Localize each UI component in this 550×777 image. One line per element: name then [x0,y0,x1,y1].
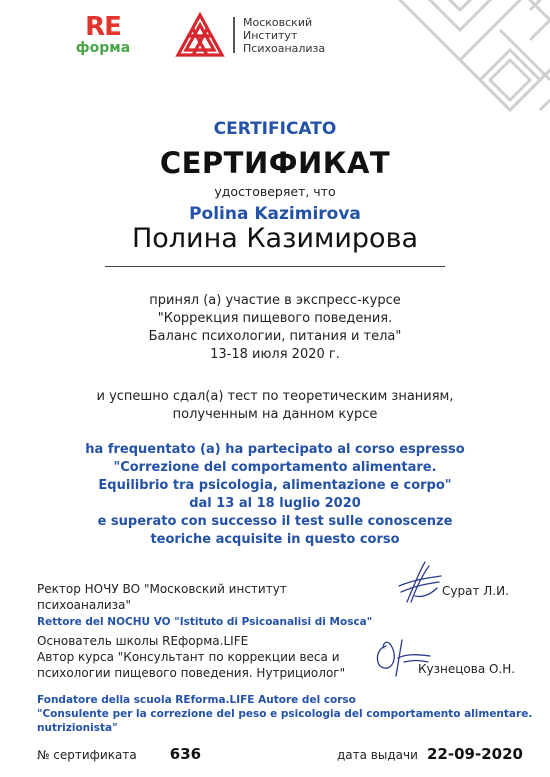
certificate-number [37,744,201,763]
certificate-number-label: № сертификата [37,748,137,762]
issue-date [337,744,523,763]
course-it-line: e superato con successo il test sulle conoscenze [97,514,453,529]
course-it-line: "Correzione del comportamento alimentare. [113,460,437,475]
reforma-logo-mark: RE [85,12,121,42]
founder-it-line: Fondatore della scuola REforma.LIFE Autore del corso [37,694,356,706]
course-ru-line: "Коррекция пищевого поведения. [157,311,393,326]
institute-logo-divider [233,17,235,53]
course-it-line: dal 13 al 18 luglio 2020 [189,496,361,511]
name-underline [105,266,445,267]
founder-title-russian [37,633,345,681]
rector-ru-line: Ректор НОЧУ ВО "Московский институт [37,582,287,596]
test-ru-line: и успешно сдал(а) тест по теоретическим знаниям, [96,389,454,404]
institute-line-2: Институт [243,28,298,42]
decorative-pattern [350,0,550,130]
founder-ru-line: Основатель школы REформа.LIFE [37,634,249,648]
institute-emblem-icon [175,12,225,58]
course-it-line: Equilibrio tra psicologia, alimentazione e corpo" [98,478,452,493]
course-it-line: teoriche acquisite in questo corso [150,532,400,547]
rector-ru-line: психоанализа" [37,598,131,612]
test-ru-line: полученным на данном курсе [172,407,378,422]
founder-it-line: nutrizionista" [37,722,118,734]
recipient-name-latin: Polina Kazimirova [189,204,361,224]
course-ru-line: принял (а) участие в экспресс-курсе [149,293,401,308]
course-description-italian [0,441,550,549]
course-it-line: ha frequentato (a) ha partecipato al corso espresso [85,442,465,457]
reforma-logo-subtext: форма [75,40,131,56]
founder-ru-line: Автор курса "Консультант по коррекции веса и [37,650,340,664]
certificate-title-italian: CERTIFICATO [213,119,337,139]
rector-title-italian: Rettore del NOCHU VO "Istituto di Psicoanalisi di Mosca" [37,616,373,628]
issue-date-label: дата выдачи [337,748,418,762]
certificate-title-russian: СЕРТИФИКАТ [159,146,391,180]
certifies-text: удостоверяет, что [214,184,336,199]
founder-ru-line: психологии пищевого поведения. Нутрициолог" [37,666,346,680]
rector-name: Сурат Л.И. [442,584,509,598]
course-ru-line: 13-18 июля 2020 г. [210,347,340,362]
test-description-russian [0,388,550,424]
course-description-russian [0,292,550,364]
recipient-name-russian: Полина Казимирова [131,223,419,254]
certificate-number-value: 636 [169,745,202,763]
founder-title-italian [37,693,532,735]
institute-logo-text [243,16,325,55]
reforma-logo [72,14,134,56]
course-ru-line: Баланс психологии, питания и тела" [148,329,402,344]
founder-it-line: "Consulente per la correzione del peso e psicologia del comportamento alimentare. [37,708,533,720]
institute-logo [175,10,325,60]
rector-signature-icon [395,558,445,608]
issue-date-value: 22-09-2020 [427,745,523,763]
institute-line-3: Психоанализа [243,41,326,55]
institute-line-1: Московский [243,15,313,29]
founder-name: Кузнецова О.Н. [418,662,516,676]
rector-title-russian [37,581,287,613]
